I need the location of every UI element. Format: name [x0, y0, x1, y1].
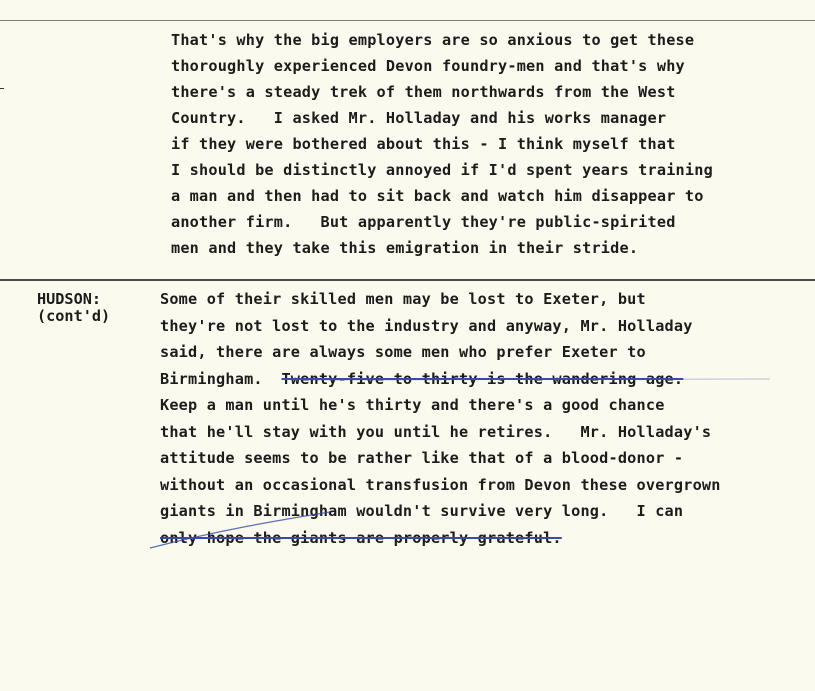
text-line: thoroughly experienced Devon foundry-men and that's why — [171, 57, 685, 75]
text-line: Keep a man until he's thirty and there's a good chance — [160, 396, 665, 414]
text-line — [160, 528, 562, 548]
text-line: attitude seems to be rather like that of a blood-donor - — [160, 449, 684, 467]
speaker-label — [37, 291, 110, 325]
section-rule — [0, 279, 815, 281]
text-line — [160, 369, 683, 389]
text-line: if they were bothered about this - I think myself that — [171, 135, 676, 153]
text-line: said, there are always some men who prefer Exeter to — [160, 343, 646, 361]
text-line: That's why the big employers are so anxious to get these — [171, 31, 695, 49]
struck-sentence: only hope the giants are properly grateful. — [160, 528, 562, 547]
line-start: Birmingham. — [160, 369, 282, 388]
text-line: men and they take this emigration in their stride. — [171, 239, 639, 257]
text-line: there's a steady trek of them northwards from the West — [171, 83, 676, 101]
text-line: they're not lost to the industry and anyway, Mr. Holladay — [160, 316, 693, 335]
struck-sentence: Twenty-five to thirty is the wandering age. — [281, 369, 684, 388]
top-rule — [0, 20, 815, 21]
text-line: that he'll stay with you until he retires. Mr. Holladay's — [160, 422, 712, 441]
text-line: I should be distinctly annoyed if I'd spent years training — [171, 161, 713, 179]
speaker-continued: (cont'd) — [37, 307, 111, 325]
margin-tick — [0, 88, 4, 89]
speaker-name: HUDSON: — [37, 290, 102, 308]
text-line: another firm. But apparently they're public-spirited — [171, 213, 676, 231]
text-line: Country. I asked Mr. Holladay and his works manager — [171, 109, 667, 127]
text-line: a man and then had to sit back and watch him disappear to — [171, 187, 704, 205]
text-line: Some of their skilled men may be lost to Exeter, but — [160, 290, 646, 308]
text-line: without an occasional transfusion from Devon these overgrown — [160, 475, 721, 494]
text-line: giants in Birmingham wouldn't survive very long. I can — [160, 502, 684, 520]
